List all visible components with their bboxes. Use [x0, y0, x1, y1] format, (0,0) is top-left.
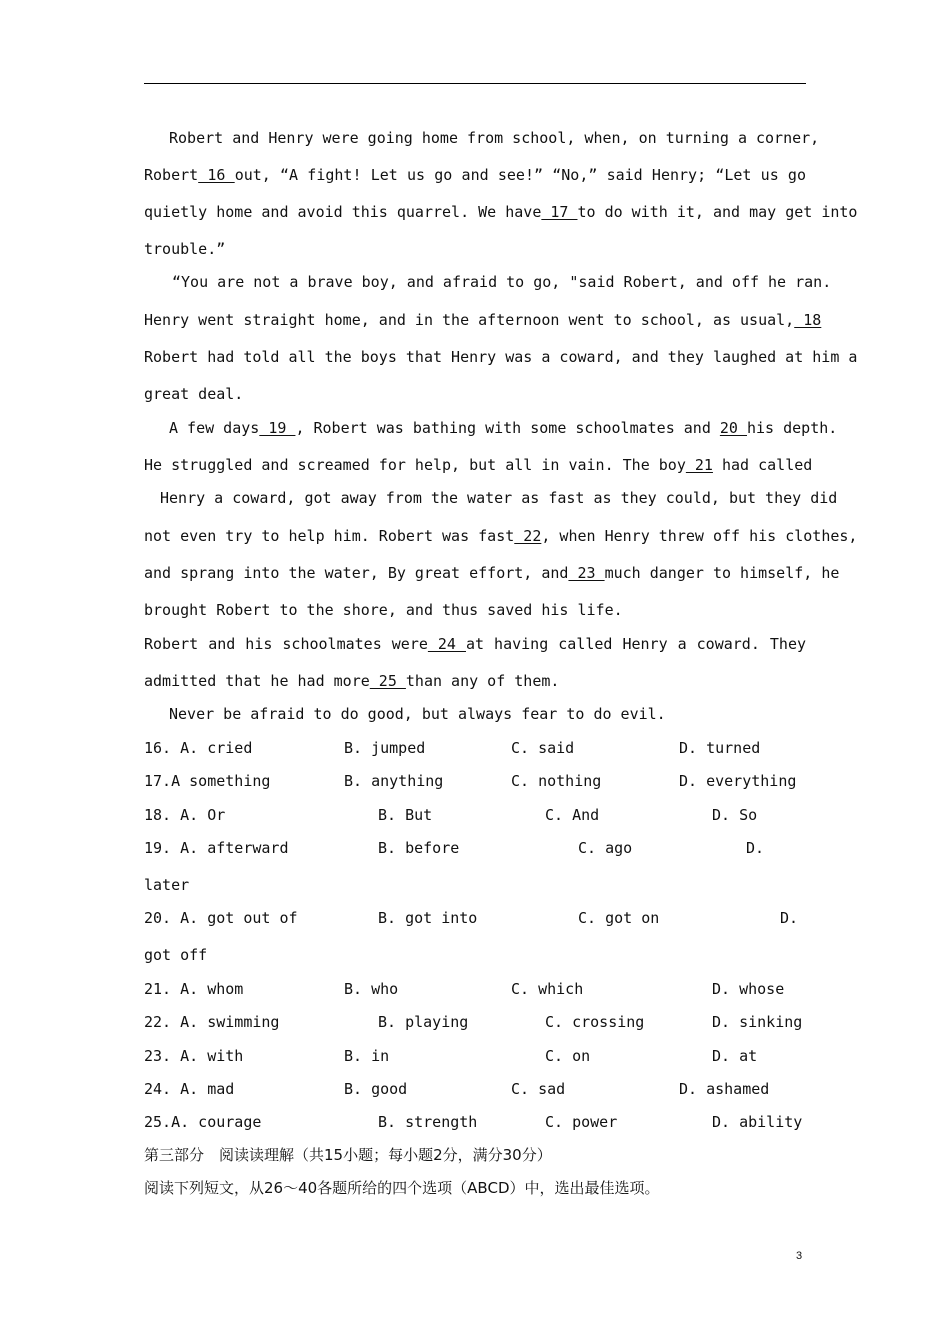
question-24: 24. A. mad B. good C. sad D. ashamed	[144, 1080, 770, 1098]
blank-17: 17	[541, 203, 578, 221]
question-19: 19. A. afterward B. before C. ago D.	[144, 839, 765, 857]
question-18: 18. A. Or B. But C. And D. So	[144, 806, 758, 824]
passage-line: quietly home and avoid this quarrel. We have 17 to do with it, and may get into	[144, 203, 858, 221]
passage-line: Henry a coward, got away from the water as fast as they could, but they did	[160, 489, 838, 507]
question-17: 17.A something B. anything C. nothing D. everything	[144, 772, 797, 790]
passage-line: A few days 19 , Robert was bathing with some schoolmates and 20 his depth.	[169, 419, 838, 437]
passage-line: and sprang into the water, By great effort, and 23 much danger to himself, he	[144, 564, 840, 582]
passage-line: not even try to help him. Robert was fast 22, when Henry threw off his clothes,	[144, 527, 858, 545]
passage-line: brought Robert to the shore, and thus saved his life.	[144, 601, 623, 619]
blank-19: 19	[259, 419, 296, 437]
blank-22: 22	[514, 527, 542, 545]
passage-line: Robert and his schoolmates were 24 at having called Henry a coward. They	[144, 635, 807, 653]
question-19-wrap: later	[144, 876, 190, 894]
blank-16: 16	[198, 166, 235, 184]
blank-23: 23	[568, 564, 605, 582]
passage-line: Henry went straight home, and in the afternoon went to school, as usual, 18	[144, 311, 822, 329]
question-21: 21. A. whom B. who C. which D. whose	[144, 980, 785, 998]
blank-20: 20	[719, 419, 747, 437]
blank-18: 18	[794, 311, 822, 329]
question-25: 25.A. courage B. strength C. power D. ability	[144, 1113, 803, 1131]
header-rule	[144, 83, 806, 84]
question-20: 20. A. got out of B. got into C. got on D.	[144, 909, 799, 927]
blank-25: 25	[369, 672, 406, 690]
question-23: 23. A. with B. in C. on D. at	[144, 1047, 758, 1065]
passage-line: Robert had told all the boys that Henry was a coward, and they laughed at him a	[144, 348, 858, 366]
section-title: 第三部分 阅读读理解（共15小题；每小题2分，满分30分）	[144, 1146, 552, 1164]
page-number: 3	[796, 1250, 803, 1262]
question-16: 16. A. cried B. jumped C. said D. turned	[144, 739, 761, 757]
blank-21: 21	[685, 456, 713, 474]
passage-line: He struggled and screamed for help, but all in vain. The boy 21 had called	[144, 456, 813, 474]
question-20-wrap: got off	[144, 946, 208, 964]
passage-line: trouble.”	[144, 240, 226, 258]
section-instruction: 阅读下列短文，从26～40各题所给的四个选项（ABCD）中，选出最佳选项。	[144, 1179, 660, 1197]
question-22: 22. A. swimming B. playing C. crossing D. sinking	[144, 1013, 803, 1031]
passage-line: Never be afraid to do good, but always fear to do evil.	[169, 705, 666, 723]
passage-line: “You are not a brave boy, and afraid to go, "said Robert, and off he ran.	[172, 273, 832, 291]
passage-line: great deal.	[144, 385, 244, 403]
passage-line: Robert and Henry were going home from school, when, on turning a corner,	[169, 129, 820, 147]
passage-line: admitted that he had more 25 than any of them.	[144, 672, 560, 690]
blank-24: 24	[427, 635, 466, 653]
passage-line: Robert 16 out, “A fight! Let us go and see!” “No,” said Henry; “Let us go	[144, 166, 806, 184]
